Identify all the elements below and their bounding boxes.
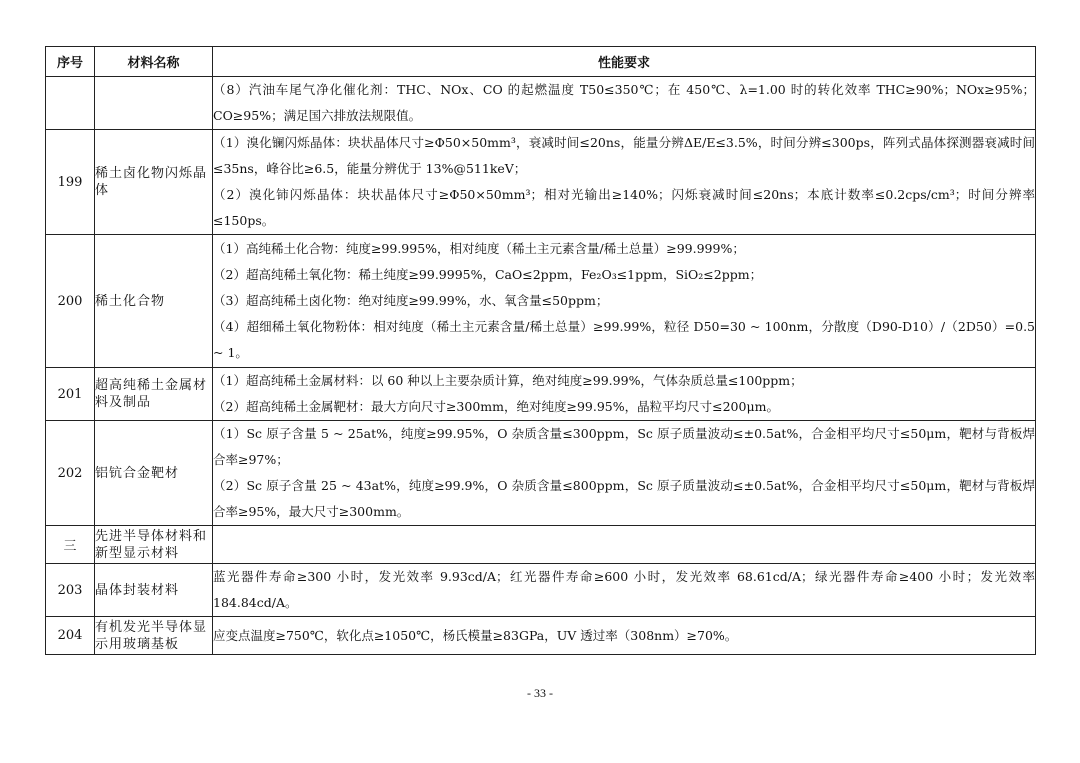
req-line: （2）超高纯稀土氧化物：稀土纯度≥99.9995%，CaO≤2ppm，Fe₂O₃≤1ppm，SiO₂≤2ppm； bbox=[213, 267, 763, 282]
req-line: （1）高纯稀土化合物：纯度≥99.995%，相对纯度（稀土主元素含量/稀土总量）≥99.999%； bbox=[213, 241, 745, 256]
row-requirements bbox=[213, 77, 1036, 130]
req-line: （4）超细稀土氧化物粉体：相对纯度（稀土主元素含量/稀土总量）≥99.99%，粒径 D50=30 ~ 100nm，分散度（D90-D10）/（2D50）=0.5 ~ 1。 bbox=[213, 319, 1035, 360]
row-requirements bbox=[213, 130, 1036, 235]
table-row bbox=[46, 130, 1036, 235]
page-number: - 33 - bbox=[527, 686, 553, 700]
req-line: 蓝光器件寿命≥300 小时，发光效率 9.93cd/A；红光器件寿命≥600 小时，发光效率 68.61cd/A；绿光器件寿命≥400 小时；发光效率 184.84cd/A。 bbox=[213, 569, 1035, 610]
req-line: （1）Sc 原子含量 5 ~ 25at%，纯度≥99.95%，O 杂质含量≤300ppm，Sc 原子质量波动≤±0.5at%，合金相平均尺寸≤50μm，靶材与背板焊合率≥97%； bbox=[213, 426, 1035, 467]
table-row bbox=[46, 617, 1036, 655]
row-requirements bbox=[213, 617, 1036, 655]
table-row bbox=[46, 235, 1036, 368]
row-requirements bbox=[213, 526, 1036, 564]
table-row bbox=[46, 421, 1036, 526]
section-name: 先进半导体材料和新型显示材料 bbox=[95, 526, 213, 564]
req-line: （2）Sc 原子含量 25 ~ 43at%，纯度≥99.9%，O 杂质含量≤800ppm，Sc 原子质量波动≤±0.5at%，合金相平均尺寸≤50μm，靶材与背板焊合率≥95%，最大尺寸≥300mm。 bbox=[213, 478, 1035, 519]
row-no bbox=[46, 77, 95, 130]
req-line: 应变点温度≥750℃，软化点≥1050℃，杨氏模量≥83GPa，UV 透过率（308nm）≥70%。 bbox=[213, 627, 738, 643]
req-line: （2）溴化铈闪烁晶体：块状晶体尺寸≥Φ50×50mm³；相对光输出≥140%；闪烁衰减时间≤20ns；本底计数率≤0.2cps/cm³；时间分辨率≤150ps。 bbox=[213, 187, 1035, 228]
row-name bbox=[95, 77, 213, 130]
table-row bbox=[46, 77, 1036, 130]
row-name: 有机发光半导体显示用玻璃基板 bbox=[95, 617, 213, 655]
section-row bbox=[46, 526, 1036, 564]
req-line: （8）汽油车尾气净化催化剂：THC、NOx、CO 的起燃温度 T50≤350℃；在 450℃、λ=1.00 时的转化效率 THC≥90%；NOx≥95%；CO≥95%；满足国六排放法规限值。 bbox=[213, 82, 1035, 123]
row-no: 201 bbox=[46, 368, 95, 421]
row-name: 超高纯稀土金属材料及制品 bbox=[95, 368, 213, 421]
row-name: 稀土化合物 bbox=[95, 235, 213, 368]
table-row bbox=[46, 564, 1036, 617]
req-line: （2）超高纯稀土金属靶材：最大方向尺寸≥300mm，绝对纯度≥99.95%，晶粒平均尺寸≤200μm。 bbox=[213, 399, 779, 414]
header-no: 序号 bbox=[46, 47, 95, 77]
row-name: 铝钪合金靶材 bbox=[95, 421, 213, 526]
row-no: 200 bbox=[46, 235, 95, 368]
req-line: （1）溴化镧闪烁晶体：块状晶体尺寸≥Φ50×50mm³，衰减时间≤20ns，能量分辨ΔE/E≤3.5%，时间分辨≤300ps，阵列式晶体探测器衰减时间≤35ns，峰谷比≥6.5，能量分辨优于 13%@511keV； bbox=[213, 135, 1035, 176]
row-no: 202 bbox=[46, 421, 95, 526]
row-name: 晶体封装材料 bbox=[95, 564, 213, 617]
row-requirements bbox=[213, 564, 1036, 617]
row-no: 204 bbox=[46, 617, 95, 655]
req-line: （3）超高纯稀土卤化物：绝对纯度≥99.99%，水、氧含量≤50ppm； bbox=[213, 293, 609, 308]
header-req: 性能要求 bbox=[213, 47, 1036, 77]
row-no: 203 bbox=[46, 564, 95, 617]
row-name: 稀土卤化物闪烁晶体 bbox=[95, 130, 213, 235]
row-requirements bbox=[213, 421, 1036, 526]
req-line: （1）超高纯稀土金属材料：以 60 种以上主要杂质计算，绝对纯度≥99.99%，气体杂质总量≤100ppm； bbox=[213, 373, 803, 388]
header-name: 材料名称 bbox=[95, 47, 213, 77]
header-row bbox=[46, 47, 1036, 77]
table-row bbox=[46, 368, 1036, 421]
row-no: 199 bbox=[46, 130, 95, 235]
section-no: 三 bbox=[46, 526, 95, 564]
row-requirements bbox=[213, 235, 1036, 368]
row-requirements bbox=[213, 368, 1036, 421]
spec-table bbox=[45, 46, 1036, 655]
